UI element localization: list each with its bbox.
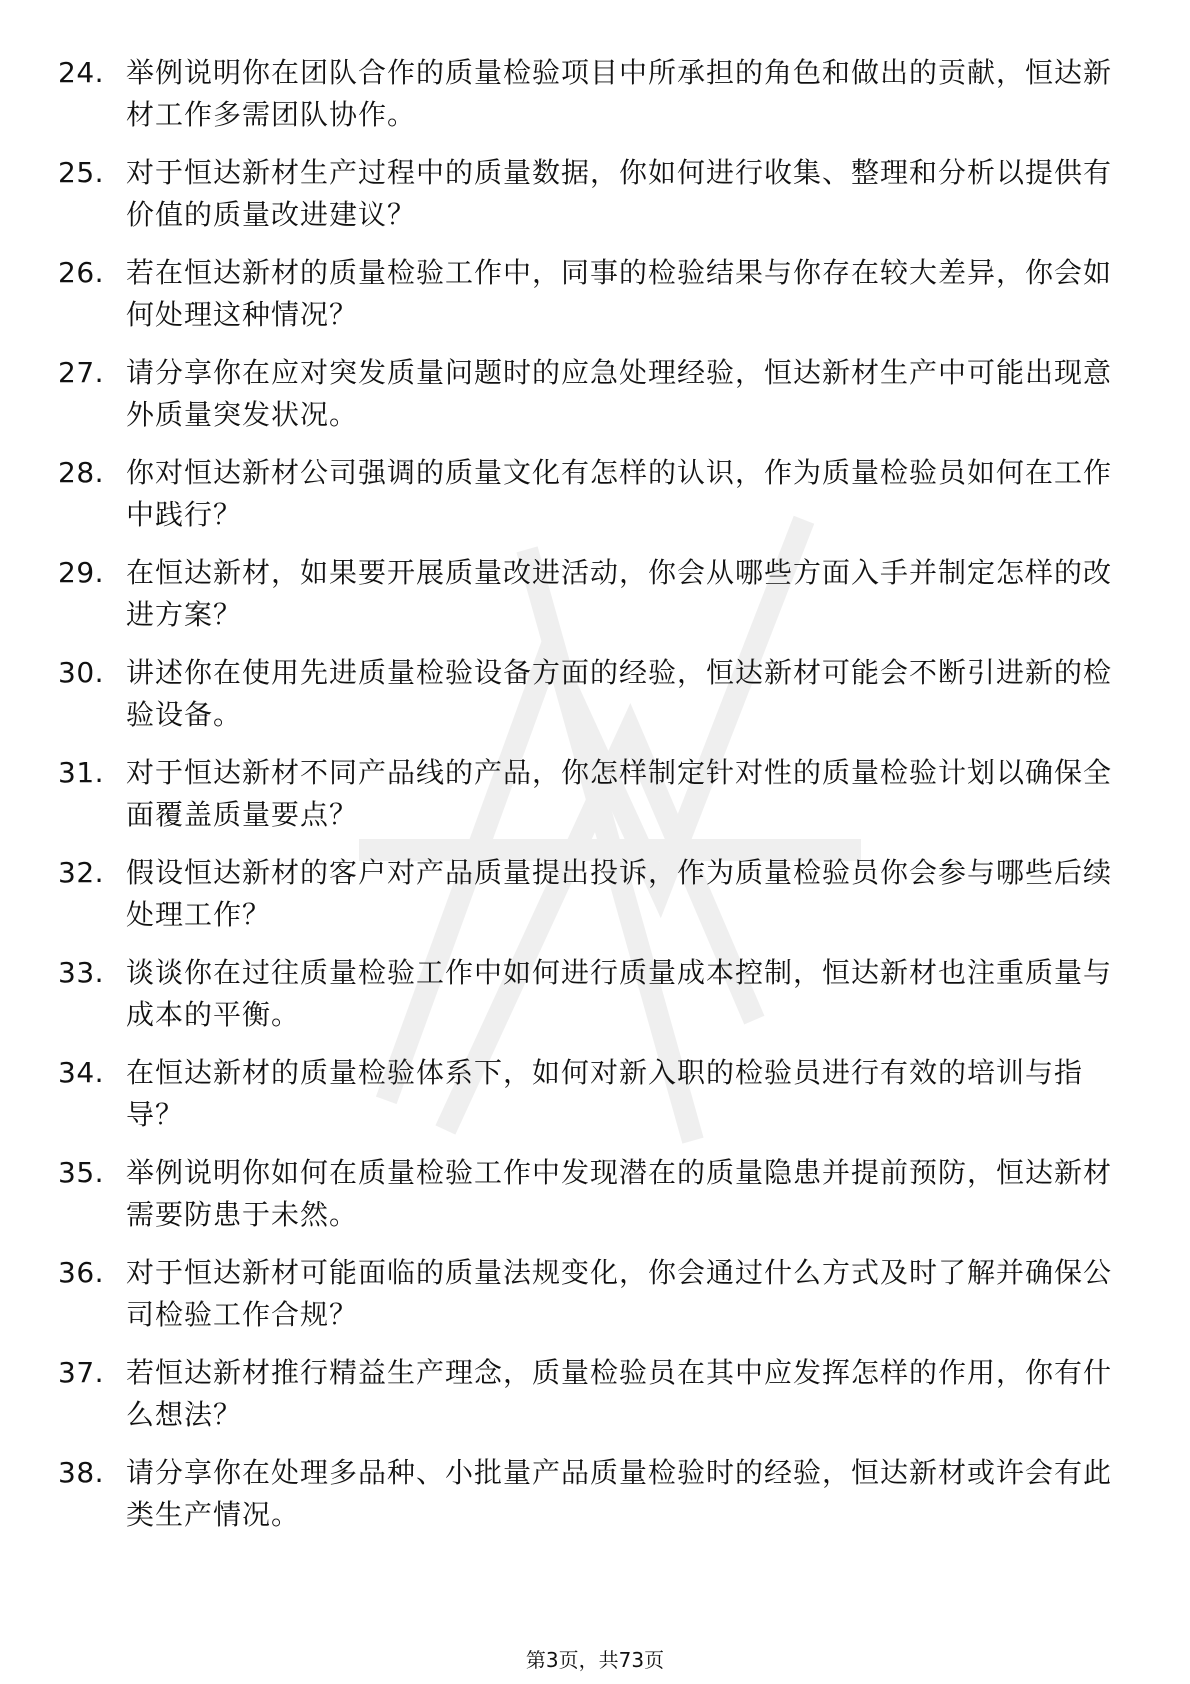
- question-item: [58, 452, 1118, 536]
- question-text: 谈谈你在过往质量检验工作中如何进行质量成本控制，恒达新材也注重质量与成本的平衡。: [126, 956, 1113, 1031]
- question-item: [58, 752, 1118, 836]
- question-text: 在恒达新材，如果要开展质量改进活动，你会从哪些方面入手并制定怎样的改进方案？: [126, 556, 1113, 631]
- question-number: 26.: [58, 256, 105, 289]
- question-text: 举例说明你如何在质量检验工作中发现潜在的质量隐患并提前预防，恒达新材需要防患于未然。: [126, 1156, 1113, 1231]
- question-number: 31.: [58, 756, 105, 789]
- question-text: 若在恒达新材的质量检验工作中，同事的检验结果与你存在较大差异，你会如何处理这种情况？: [126, 256, 1113, 331]
- question-list: [58, 52, 1118, 1552]
- question-text: 请分享你在应对突发质量问题时的应急处理经验，恒达新材生产中可能出现意外质量突发状况。: [126, 356, 1113, 431]
- question-item: [58, 1452, 1118, 1536]
- question-text: 对于恒达新材可能面临的质量法规变化，你会通过什么方式及时了解并确保公司检验工作合规？: [126, 1256, 1113, 1331]
- question-text: 对于恒达新材不同产品线的产品，你怎样制定针对性的质量检验计划以确保全面覆盖质量要点？: [126, 756, 1113, 831]
- question-text: 举例说明你在团队合作的质量检验项目中所承担的角色和做出的贡献，恒达新材工作多需团队协作。: [126, 56, 1113, 131]
- question-number: 28.: [58, 456, 105, 489]
- question-number: 37.: [58, 1356, 105, 1389]
- question-number: 24.: [58, 56, 105, 89]
- question-number: 33.: [58, 956, 105, 989]
- question-item: [58, 852, 1118, 936]
- question-text: 在恒达新材的质量检验体系下，如何对新入职的检验员进行有效的培训与指导？: [126, 1056, 1084, 1131]
- question-number: 32.: [58, 856, 105, 889]
- question-text: 你对恒达新材公司强调的质量文化有怎样的认识，作为质量检验员如何在工作中践行？: [126, 456, 1113, 531]
- page-indicator: 第3页，共73页: [525, 1648, 665, 1672]
- question-item: [58, 552, 1118, 636]
- question-text: 假设恒达新材的客户对产品质量提出投诉，作为质量检验员你会参与哪些后续处理工作？: [126, 856, 1113, 931]
- question-number: 38.: [58, 1456, 105, 1489]
- question-number: 30.: [58, 656, 105, 689]
- question-item: [58, 52, 1118, 136]
- question-item: [58, 352, 1118, 436]
- question-item: [58, 952, 1118, 1036]
- question-item: [58, 1152, 1118, 1236]
- question-item: [58, 1052, 1118, 1136]
- question-text: 若恒达新材推行精益生产理念，质量检验员在其中应发挥怎样的作用，你有什么想法？: [126, 1356, 1113, 1431]
- question-number: 35.: [58, 1156, 105, 1189]
- question-item: [58, 152, 1118, 236]
- question-item: [58, 652, 1118, 736]
- question-item: [58, 1252, 1118, 1336]
- question-text: 请分享你在处理多品种、小批量产品质量检验时的经验，恒达新材或许会有此类生产情况。: [126, 1456, 1113, 1531]
- question-item: [58, 252, 1118, 336]
- question-number: 29.: [58, 556, 105, 589]
- question-number: 34.: [58, 1056, 105, 1089]
- question-text: 讲述你在使用先进质量检验设备方面的经验，恒达新材可能会不断引进新的检验设备。: [126, 656, 1113, 731]
- question-item: [58, 1352, 1118, 1436]
- question-number: 25.: [58, 156, 105, 189]
- question-number: 36.: [58, 1256, 105, 1289]
- question-number: 27.: [58, 356, 105, 389]
- question-text: 对于恒达新材生产过程中的质量数据，你如何进行收集、整理和分析以提供有价值的质量改进建议？: [126, 156, 1113, 231]
